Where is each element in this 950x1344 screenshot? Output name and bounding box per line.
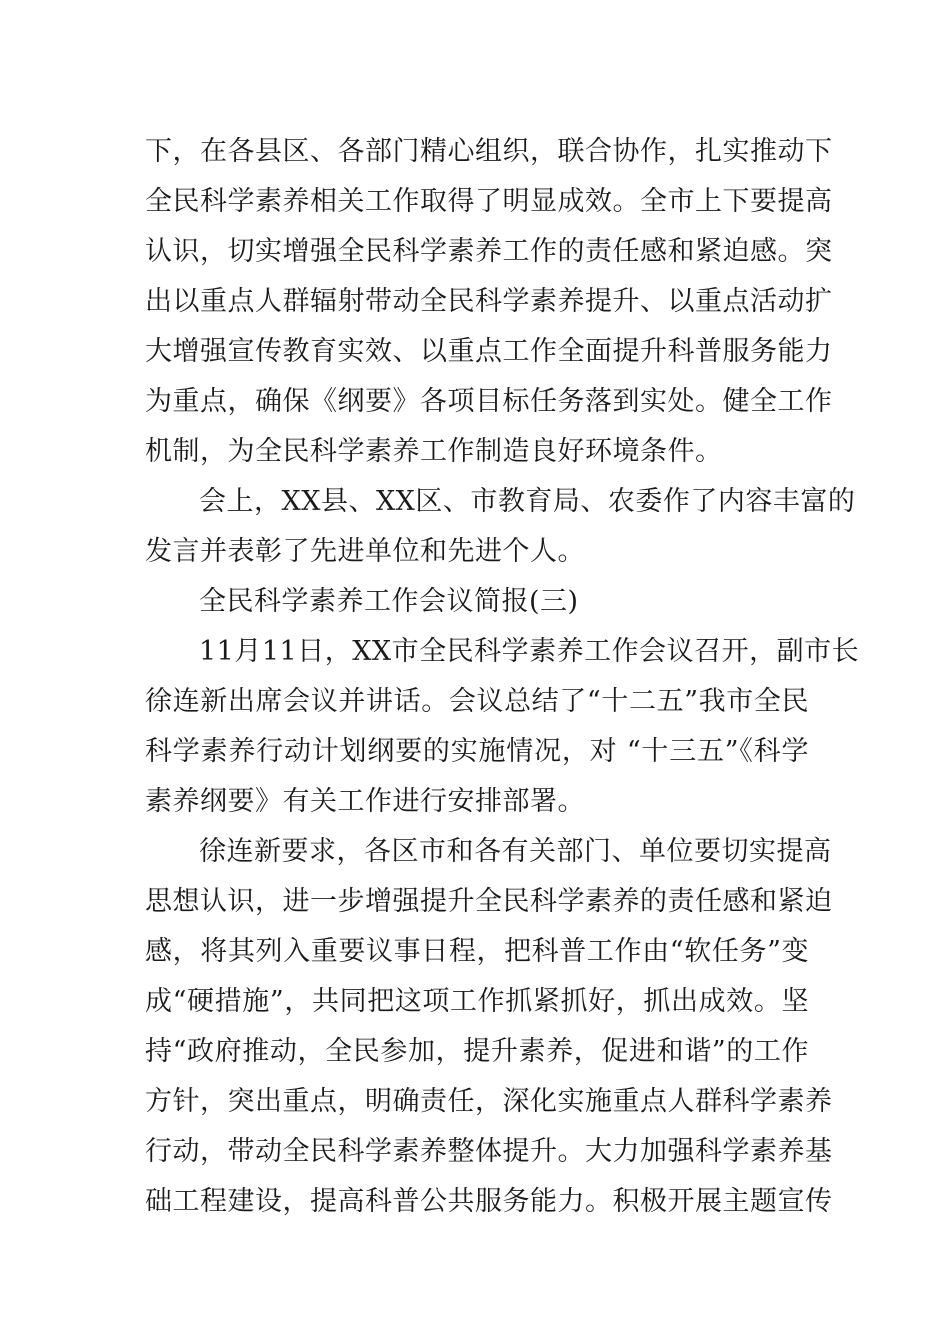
text-line: 认识，切实增强全民科学素养工作的责任感和紧迫感。突	[145, 236, 833, 267]
text-line: 发言并表彰了先进单位和先进个人。	[145, 536, 585, 567]
text-line: 下，在各县区、各部门精心组织，联合协作，扎实推动下	[145, 136, 833, 167]
text-line: 11月11日，XX市全民科学素养工作会议召开，副市长	[199, 636, 860, 667]
text-line: 行动，带动全民科学素养整体提升。大力加强科学素养基	[145, 1136, 833, 1167]
text-line: 感，将其列入重要议事日程，把科普工作由“软任务”变	[145, 936, 809, 967]
text-line: 思想认识，进一步增强提升全民科学素养的责任感和紧迫	[145, 886, 833, 917]
text-line: 全民科学素养相关工作取得了明显成效。全市上下要提高	[145, 186, 833, 217]
text-line: 科学素养行动计划纲要的实施情况，对 “十三五”《科学	[145, 736, 809, 767]
text-line: 机制，为全民科学素养工作制造良好环境条件。	[145, 436, 723, 467]
text-line: 为重点，确保《纲要》各项目标任务落到实处。健全工作	[145, 386, 833, 417]
text-line: 徐连新要求，各区市和各有关部门、单位要切实提高	[199, 836, 832, 867]
body-text	[145, 127, 860, 1227]
text-line: 全民科学素养工作会议简报(三)	[199, 586, 579, 617]
text-line: 徐连新出席会议并讲话。会议总结了“十二五”我市全民	[145, 686, 809, 717]
text-line: 素养纲要》有关工作进行安排部署。	[145, 786, 585, 817]
text-line: 大增强宣传教育实效、以重点工作全面提升科普服务能力	[145, 336, 833, 367]
text-line: 础工程建设，提高科普公共服务能力。积极开展主题宣传	[145, 1186, 833, 1217]
text-line: 会上，XX县、XX区、市教育局、农委作了内容丰富的	[199, 486, 856, 517]
text-line: 成“硬措施”，共同把这项工作抓紧抓好，抓出成效。坚	[145, 986, 809, 1017]
text-line: 出以重点人群辐射带动全民科学素养提升、以重点活动扩	[145, 286, 833, 317]
text-line: 持“政府推动，全民参加，提升素养，促进和谐”的工作	[145, 1036, 809, 1067]
text-line: 方针，突出重点，明确责任，深化实施重点人群科学素养	[145, 1086, 833, 1117]
